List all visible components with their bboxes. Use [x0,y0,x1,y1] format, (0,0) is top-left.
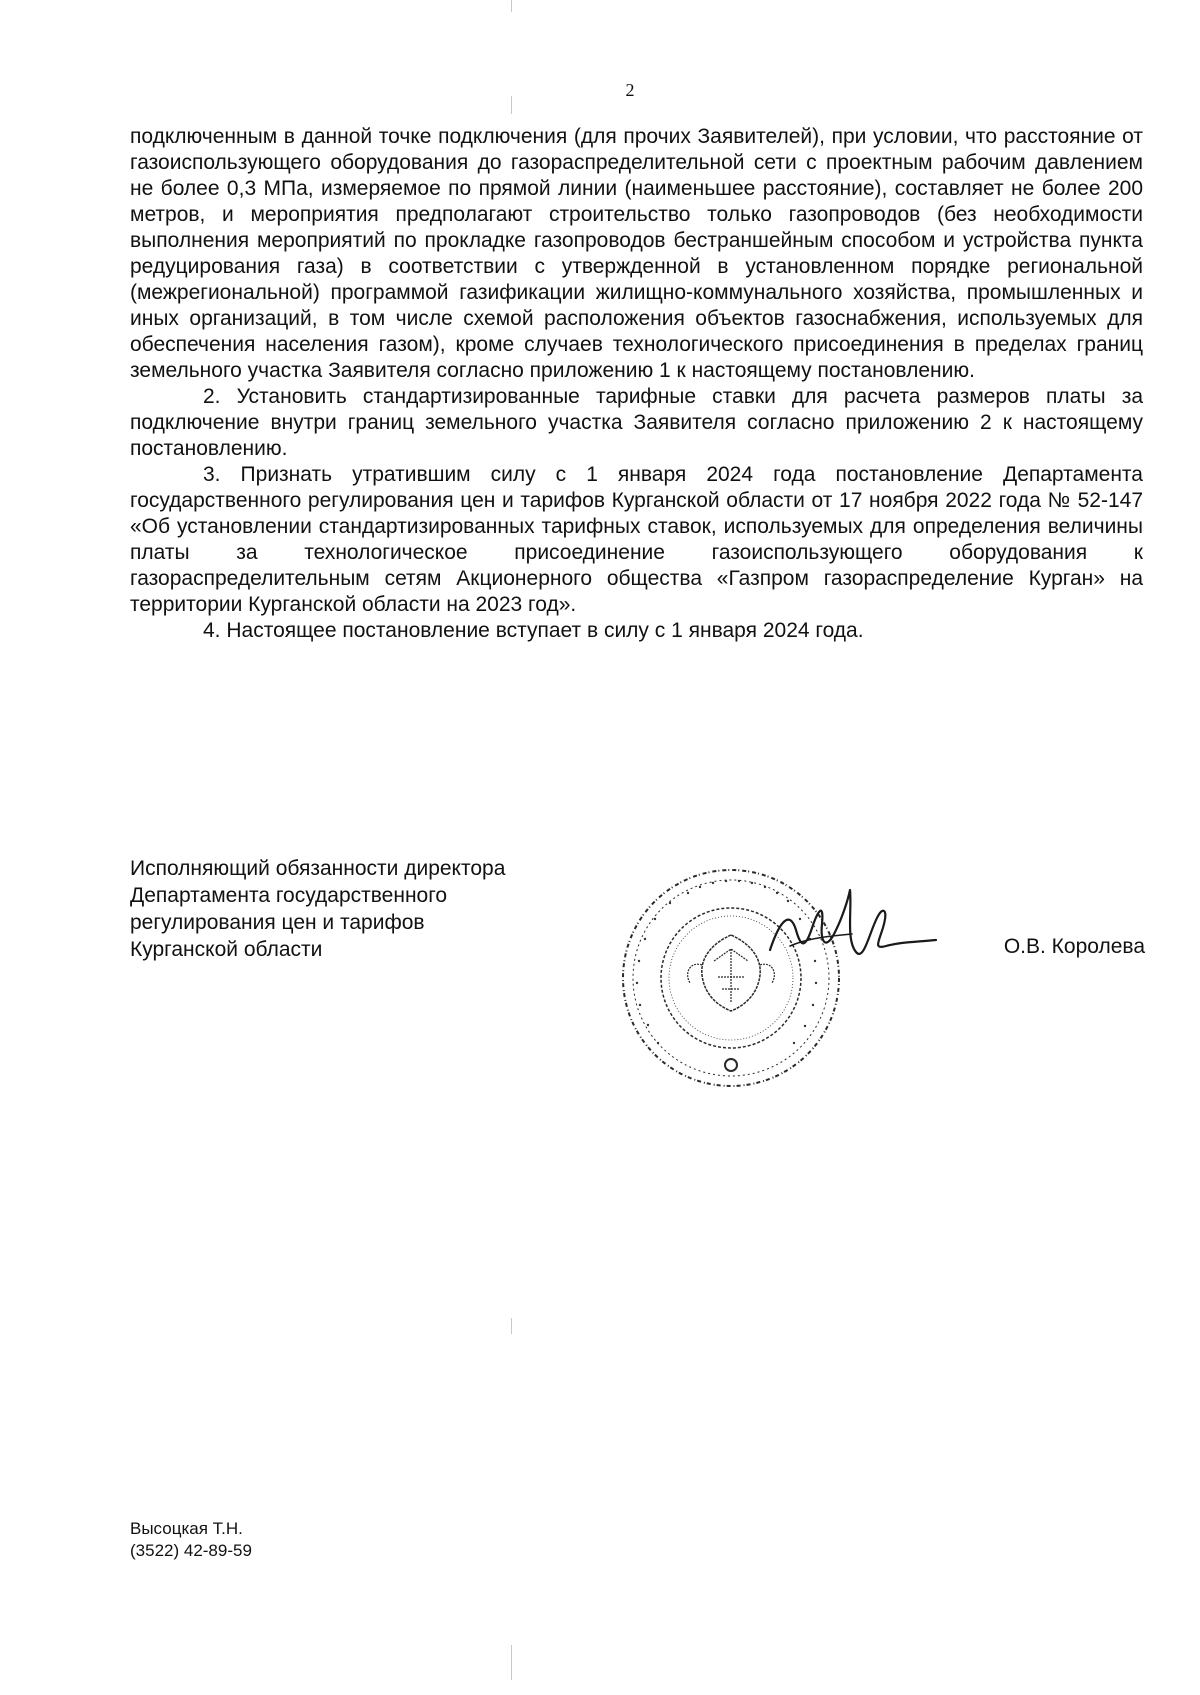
document-body [130,124,1143,644]
page-number: 2 [625,80,635,100]
executor-phone: (3522) 42-89-59 [130,1541,252,1560]
paragraph-continuation: подключенным в данной точке подключения (для прочих Заявителей), при условии, что расстояние от газоиспользующего оборудования до газораспределительной сети с проектным рабочим давлением не более 0,3 МПа, измеряемое по прямой линии (наименьшее расстояние), составляет не более 200 метров, и мероприятия предполагают строительство только газопроводов (без необходимости выполнения мероприятий по прокладке газопроводов бестраншейным способом и устройства пункта редуцирования газа) в соответствии с утвержденной в установленном порядке региональной (межрегиональной) программой газификации жилищно-коммунального хозяйства, промышленных и иных организаций, в том числе схемой расположения объектов газоснабжения, используемых для обеспечения населения газом), кроме случаев технологического присоединения в пределах границ земельного участка Заявителя согласно приложению 1 к настоящему постановлению. [130,125,1143,382]
executor-contact [130,1518,252,1562]
signer-name: О.В. Королева [1003,935,1145,958]
position-line: Департамента государственного [130,884,448,907]
scan-mark-top [511,0,512,12]
executor-name: Высоцкая Т.Н. [130,1519,243,1538]
paragraph-item-4: 4. Настоящее постановление вступает в силу с 1 января 2024 года. [203,619,864,642]
handwritten-signature-icon [760,880,940,980]
paragraph-item-2: 2. Установить стандартизированные тарифные ставки для расчета размеров платы за подключение внутри границ земельного участка Заявителя согласно приложению 2 к настоящему постановлению. [130,385,1143,460]
scan-mark-bottom [511,1645,512,1680]
position-line: регулирования цен и тарифов [130,911,425,934]
position-line: Исполняющий обязанности директора [130,857,506,880]
signatory-position [130,855,505,963]
scan-mark-middle [511,1318,512,1334]
paragraph-item-3: 3. Признать утратившим силу с 1 января 2024 года постановление Департамента государственного регулирования цен и тарифов Курганской области от 17 ноября 2022 года № 52-147 «Об установлении стандартизированных тарифных ставок, используемых для определения величины платы за технологическое присоединение газоиспользующего оборудования к газораспределительным сетям Акционерного общества «Газпром газораспределение Курган» на территории Курганской области на 2023 год». [130,463,1143,616]
position-line: Курганской области [130,938,323,961]
